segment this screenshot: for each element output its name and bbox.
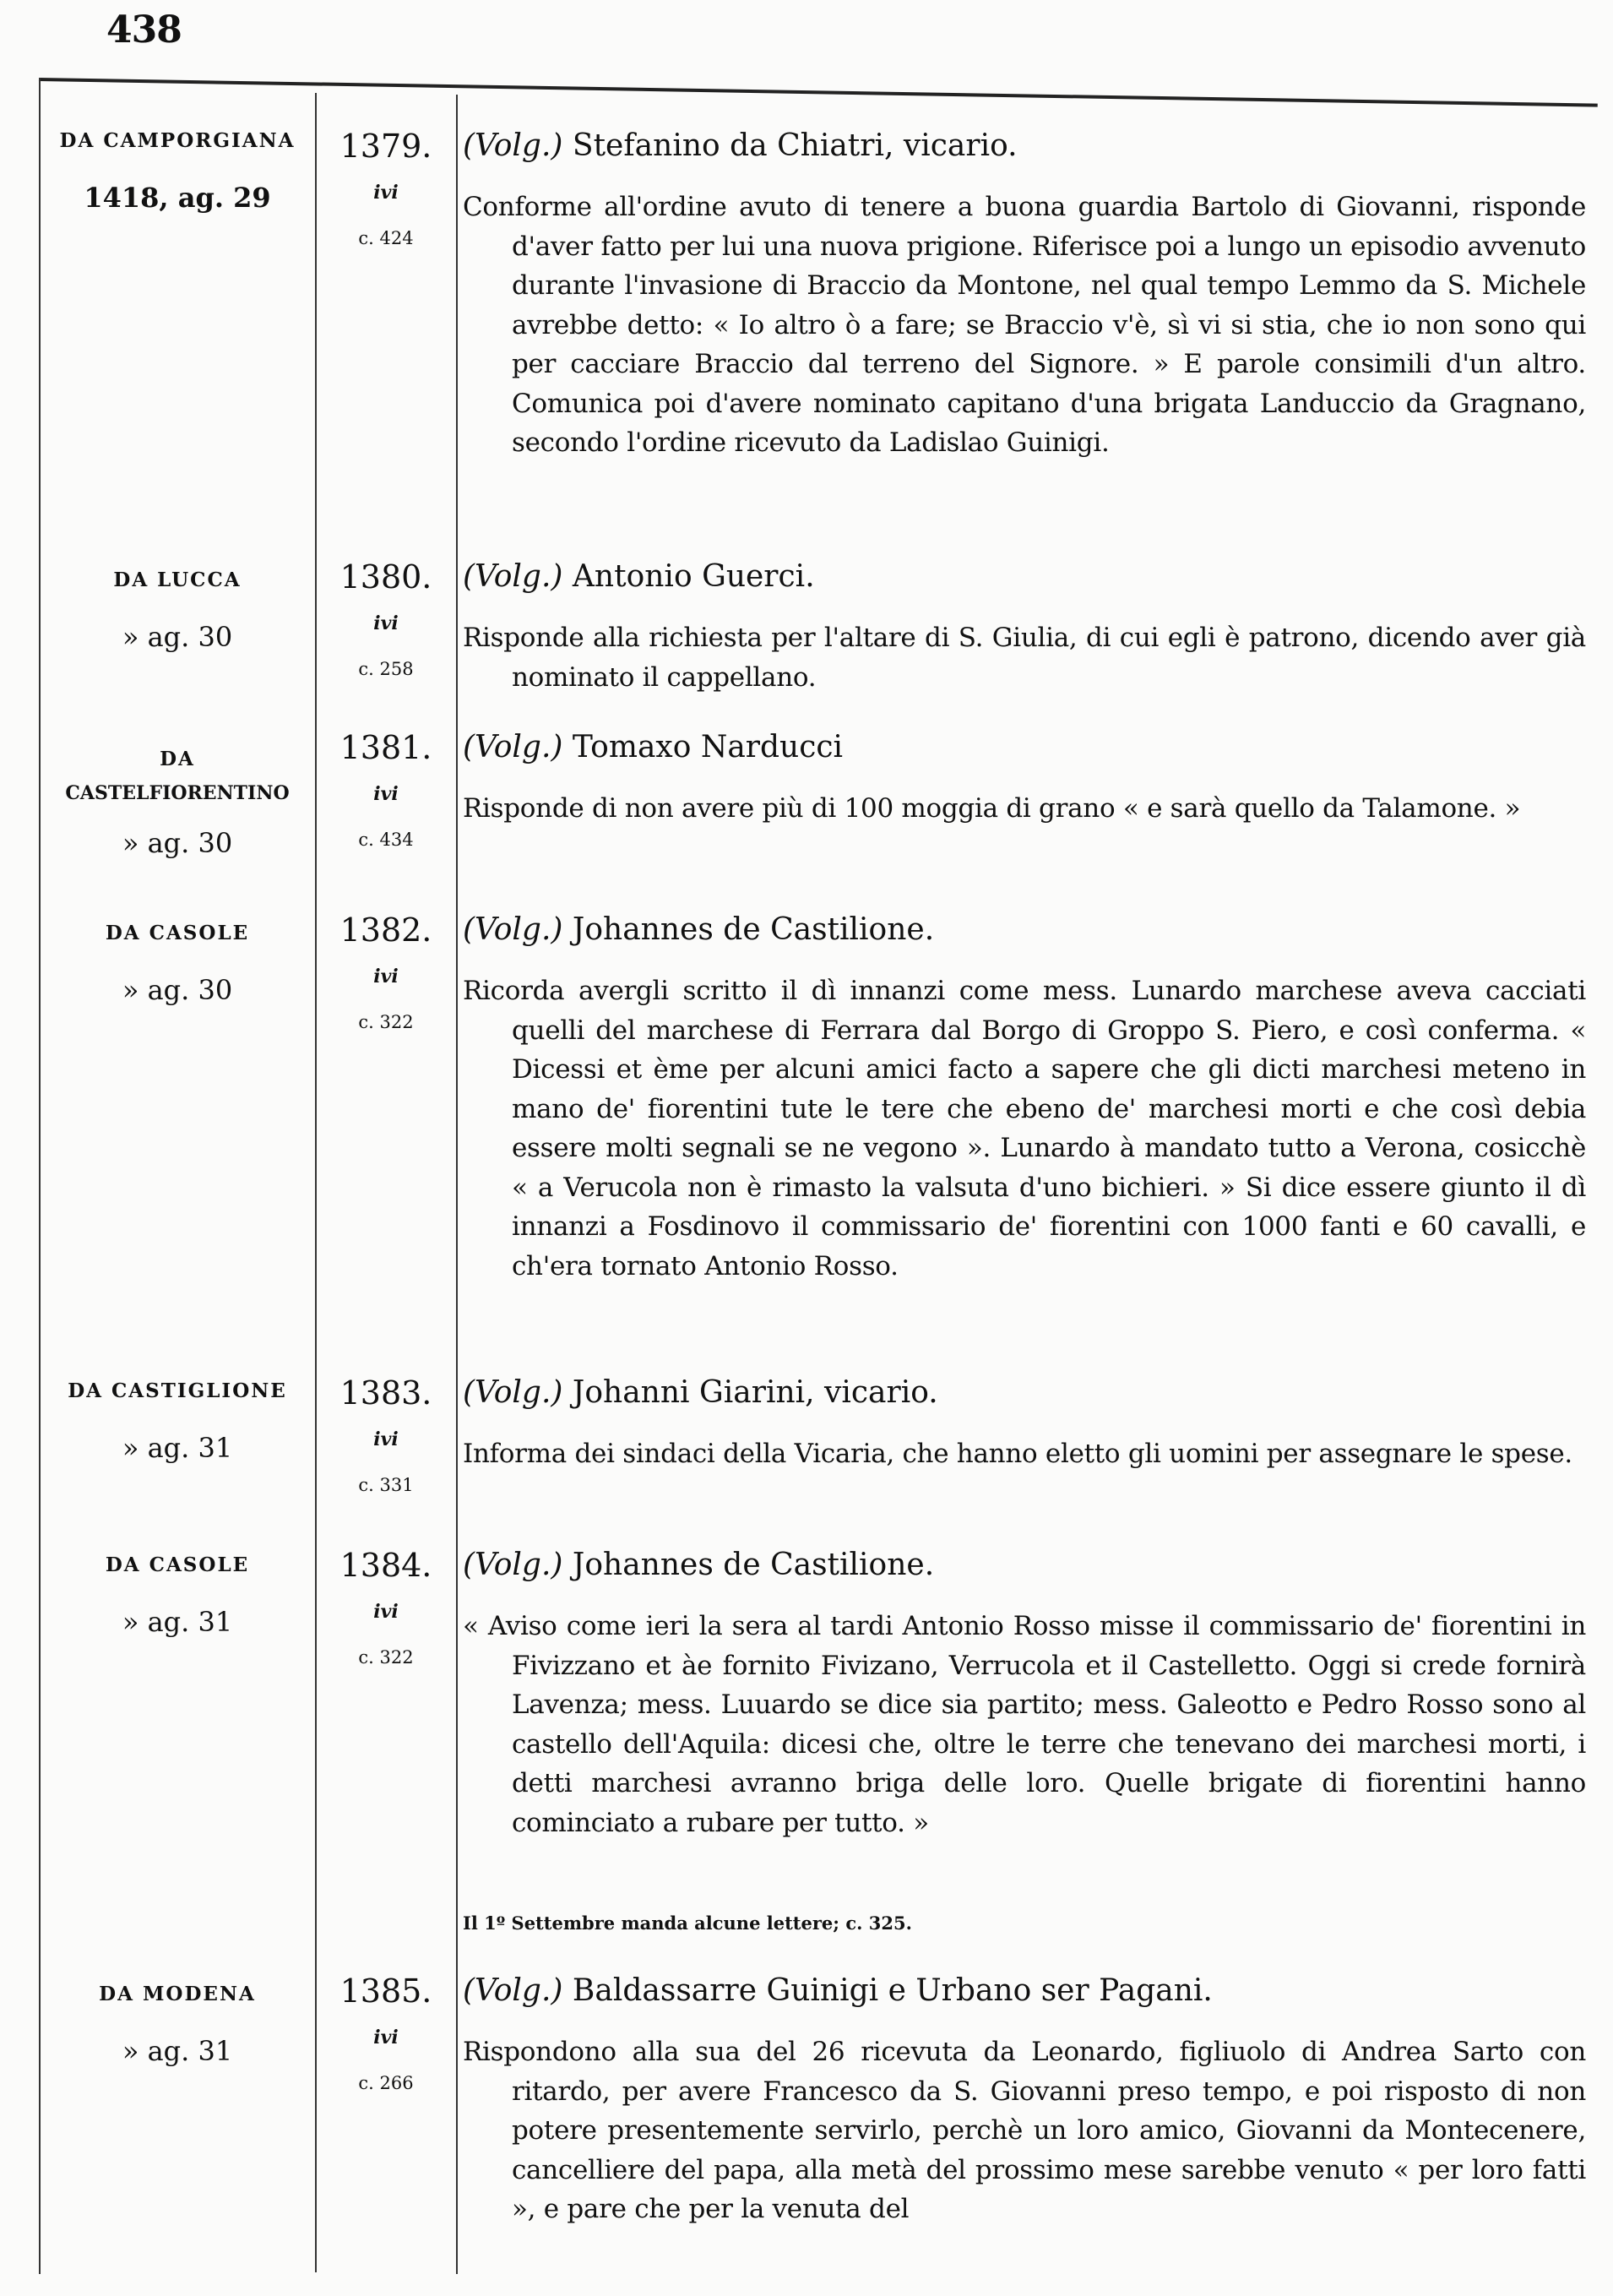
entry-body: Risponde alla richiesta per l'altare di S. Giulia, di cui egli è patrono, dicendo aver già nominato il cappellano. xyxy=(463,623,1586,693)
source-ivi: ivi xyxy=(373,612,399,634)
entry-body: Conforme all'ordine avuto di tenere a buona guardia Bartolo di Giovanni, risponde d'aver fatto per lui una nuova prigione. Riferisce poi a lungo un episodio avvenuto durante l'invasione di Braccio da Montone, nel qual tempo Lemmo da S. Michele avrebbe detto: « Io altro ò a fare; se Braccio v'è, sì vi si stia, che io non sono qui per cacciare Braccio dal terreno del Signore. » E parole consimili d'un altro. Comunica poi d'avere nominato capitano d'una brigata Landuccio da Gragnano, secondo l'ordine ricevuto da Ladislao Guinigi. xyxy=(463,192,1586,458)
author: Johanni Giarini, vicario. xyxy=(572,1375,938,1410)
folio: c. 434 xyxy=(358,830,414,850)
entry-body: Risponde di non avere più di 100 moggia di grano « e sarà quello da Talamone. » xyxy=(463,793,1521,824)
volg-label: (Volg.) xyxy=(463,912,563,947)
place-name-line2: CASTELFIORENTINO xyxy=(65,782,290,804)
entry-number: 1385. xyxy=(339,1972,432,2010)
left-border xyxy=(39,78,41,2274)
place-date: » ag. 30 xyxy=(122,621,233,653)
text-column xyxy=(463,1546,1586,1842)
folio: c. 331 xyxy=(358,1475,414,1495)
entry-heading xyxy=(463,558,1586,596)
place-name: DA MODENA xyxy=(99,1983,256,2005)
column-divider-1 xyxy=(315,93,317,2272)
folio: c. 322 xyxy=(358,1647,414,1668)
text-column xyxy=(463,1374,1586,1474)
source-ivi: ivi xyxy=(373,1428,399,1450)
author: Baldassarre Guinigi e Urbano ser Pagani. xyxy=(572,1973,1213,2008)
entry-body: Informa dei sindaci della Vicaria, che hanno eletto gli uomini per assegnare le spese. xyxy=(463,1439,1572,1469)
entry-number: 1382. xyxy=(339,911,432,949)
place-name: DA CAMPORGIANA xyxy=(59,129,296,152)
entry-heading xyxy=(463,728,1586,767)
author: Tomaxo Narducci xyxy=(572,730,844,764)
entry-heading xyxy=(463,1374,1586,1412)
folio: c. 424 xyxy=(358,228,414,248)
author: Johannes de Castilione. xyxy=(572,1548,935,1582)
text-column xyxy=(463,1972,1586,2229)
column-divider-2 xyxy=(456,95,458,2274)
place-column xyxy=(42,558,312,654)
entry-body: Ricorda avergli scritto il dì innanzi come mess. Lunardo marchese aveva cacciati quelli del marchese di Ferrara dal Borgo di Groppo S. Piero, e così conferma. « Dicessi et ème per alcuni amici facto a sapere che gli dicti marchesi meteno in mano de' fiorentini tute le tere che ebeno de' marchesi morti e che così debia essere molti segnali se ne vegono ». Lunardo à mandato tutto a Verona, cosicchè « a Verucola non è rimasto la valsuta d'uno bichieri. » Si dice essere giunto il dì innanzi a Fosdinovo il commissario de' fiorentini con 1000 fanti e 60 cavalli, e ch'era tornato Antonio Rosso. xyxy=(463,976,1586,1281)
volg-label: (Volg.) xyxy=(463,1973,563,2008)
entry-heading xyxy=(463,127,1586,166)
place-name: DA CASOLE xyxy=(105,1553,250,1576)
number-column xyxy=(318,558,454,681)
place-column xyxy=(42,1972,312,2068)
number-column xyxy=(318,127,454,250)
source-ivi: ivi xyxy=(373,182,399,204)
place-date: » ag. 31 xyxy=(122,1606,233,1638)
volg-label: (Volg.) xyxy=(463,1375,563,1410)
source-ivi: ivi xyxy=(373,783,399,805)
entry-note: Il 1º Settembre manda alcune lettere; c. 325. xyxy=(463,1912,912,1934)
number-column xyxy=(318,728,454,851)
number-column xyxy=(318,1972,454,2095)
entry-heading xyxy=(463,1546,1586,1585)
author: Stefanino da Chiatri, vicario. xyxy=(572,128,1018,163)
top-rule xyxy=(39,78,1598,107)
place-column xyxy=(42,127,312,215)
entry-body: Rispondono alla sua del 26 ricevuta da Leonardo, figliuolo di Andrea Sarto con ritardo, per avere Francesco da S. Giovanni preso tempo, e poi risposto di non potere presentemente servirlo, perchè un loro amico, Giovanni da Montecenere, cancelliere del papa, alla metà del prossimo mese sarebbe venuto « per loro fatti », e pare che per la venuta del xyxy=(463,2037,1586,2224)
text-column xyxy=(463,911,1586,1286)
entry-heading xyxy=(463,1972,1586,2010)
entry-number: 1380. xyxy=(339,558,432,596)
place-date: 1418, ag. 29 xyxy=(84,182,271,214)
page-number: 438 xyxy=(106,8,182,52)
author: Johannes de Castilione. xyxy=(572,912,935,947)
number-column xyxy=(318,1374,454,1497)
author: Antonio Guerci. xyxy=(572,559,815,594)
text-column xyxy=(463,127,1586,463)
source-ivi: ivi xyxy=(373,966,399,987)
source-ivi: ivi xyxy=(373,2027,399,2048)
entry-body: « Aviso come ieri la sera al tardi Antonio Rosso misse il commissario de' fiorentini in Fivizzano et àe fornito Fivizano, Verrucola et il Castelletto. Oggi si crede fornirà Lavenza; mess. Luuardo se dice sia partito; mess. Galeotto e Pedro Rosso sono al castello dell'Aquila: dicesi che, oltre le terre che tenevano dei marchesi morti, i detti marchesi avranno briga delle loro. Quelle brigate di fiorentini hanno cominciato a rubare per tutto. » xyxy=(463,1611,1586,1838)
place-column xyxy=(42,728,312,860)
place-column xyxy=(42,911,312,1007)
place-date: » ag. 30 xyxy=(122,974,233,1006)
volg-label: (Volg.) xyxy=(463,559,563,594)
entry-number: 1384. xyxy=(339,1547,432,1584)
place-date: » ag. 31 xyxy=(122,2035,233,2067)
place-date: » ag. 31 xyxy=(122,1432,233,1464)
number-column xyxy=(318,911,454,1034)
volg-label: (Volg.) xyxy=(463,128,563,163)
volg-label: (Volg.) xyxy=(463,730,563,764)
text-column xyxy=(463,558,1586,697)
source-ivi: ivi xyxy=(373,1601,399,1623)
entry-number: 1379. xyxy=(339,128,432,165)
place-column xyxy=(42,1374,312,1465)
place-name-line1: DA xyxy=(160,748,195,770)
text-column xyxy=(463,728,1586,829)
entry-number: 1383. xyxy=(339,1374,432,1412)
place-column xyxy=(42,1546,312,1639)
folio: c. 266 xyxy=(358,2073,414,2093)
folio: c. 322 xyxy=(358,1012,414,1032)
place-name: DA CASOLE xyxy=(105,922,250,944)
volg-label: (Volg.) xyxy=(463,1548,563,1582)
place-name: DA LUCCA xyxy=(113,569,242,591)
entry-number: 1381. xyxy=(339,729,432,766)
place-name: DA CASTIGLIONE xyxy=(68,1379,287,1402)
entry-heading xyxy=(463,911,1586,949)
folio: c. 258 xyxy=(358,659,414,679)
number-column xyxy=(318,1546,454,1669)
place-date: » ag. 30 xyxy=(122,827,233,859)
